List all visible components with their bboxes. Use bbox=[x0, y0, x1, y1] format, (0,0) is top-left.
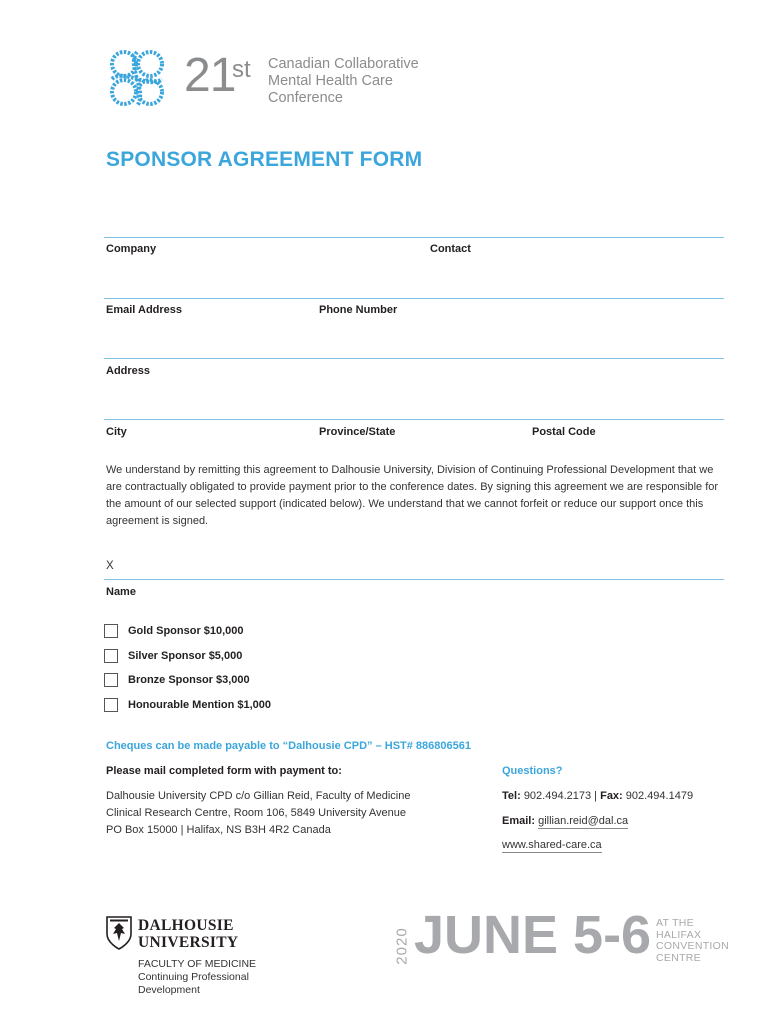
signature-line bbox=[104, 579, 724, 580]
website-line bbox=[502, 839, 602, 851]
postal-code-label: Postal Code bbox=[532, 426, 596, 438]
venue-line: HALIFAX bbox=[656, 928, 702, 941]
cheques-payable-note: Cheques can be made payable to “Dalhousie CPD” – HST# 886806561 bbox=[106, 740, 471, 752]
sponsor-option-label: Bronze Sponsor $3,000 bbox=[128, 674, 250, 686]
conference-dates: JUNE 5-6 bbox=[414, 905, 652, 965]
conference-name-line: Mental Health Care bbox=[268, 73, 393, 89]
faculty-line: Development bbox=[138, 984, 200, 996]
mail-heading: Please mail completed form with payment to: bbox=[106, 765, 342, 777]
form-title: SPONSOR AGREEMENT FORM bbox=[106, 148, 423, 171]
tel-number: 902.494.2173 bbox=[523, 790, 592, 802]
province-label: Province/State bbox=[319, 426, 396, 438]
website-link[interactable]: www.shared-care.ca bbox=[502, 839, 602, 851]
name-label: Name bbox=[106, 586, 136, 598]
silver-checkbox[interactable] bbox=[104, 649, 118, 663]
field-divider bbox=[104, 298, 724, 299]
address-label: Address bbox=[106, 365, 151, 377]
sponsor-option-bronze[interactable] bbox=[104, 673, 250, 687]
university-name-line: DALHOUSIE bbox=[138, 917, 234, 934]
email-line bbox=[502, 815, 628, 827]
signature-mark: X bbox=[106, 560, 114, 572]
agreement-text: We understand by remitting this agreement to Dalhousie University, Division of Continuing Professional Development that we are contractually obligated to provide payment prior to the conference dates. By signing this agreement we are responsible for the amount of our selected support (indicated below). We understand that we cannot forfeit or reduce our support once this agreement is signed. bbox=[106, 464, 719, 527]
conference-knot-logo bbox=[104, 46, 170, 112]
conference-name-line: Canadian Collaborative bbox=[268, 56, 419, 72]
bronze-checkbox[interactable] bbox=[104, 673, 118, 687]
conference-edition-suffix: st bbox=[232, 56, 251, 83]
phone-label: Phone Number bbox=[319, 304, 398, 316]
separator: | bbox=[594, 790, 598, 802]
conference-name-line: Conference bbox=[268, 90, 343, 106]
sponsor-option-silver[interactable] bbox=[104, 649, 242, 663]
venue bbox=[656, 918, 729, 964]
honourable-mention-checkbox[interactable] bbox=[104, 698, 118, 712]
field-divider bbox=[104, 358, 724, 359]
phone-fax-line bbox=[502, 790, 693, 802]
conference-year bbox=[394, 916, 410, 976]
dalhousie-wordmark bbox=[138, 917, 238, 951]
tel-label: Tel: bbox=[502, 790, 521, 802]
sponsor-option-gold[interactable] bbox=[104, 624, 244, 638]
company-label: Company bbox=[106, 243, 157, 255]
email-label-text: Email: bbox=[502, 815, 536, 827]
venue-line: CONVENTION bbox=[656, 940, 730, 952]
contact-label: Contact bbox=[430, 243, 471, 255]
dalhousie-shield-icon bbox=[106, 916, 132, 950]
field-divider bbox=[104, 237, 724, 238]
questions-heading: Questions? bbox=[502, 765, 563, 777]
conference-name bbox=[268, 56, 419, 107]
conference-edition-number: 21 bbox=[184, 49, 236, 102]
email-link[interactable]: gillian.reid@dal.ca bbox=[538, 815, 629, 827]
faculty-name bbox=[138, 958, 256, 997]
mailing-address bbox=[106, 788, 410, 839]
address-line: Clinical Research Centre, Room 106, 5849 University Avenue bbox=[106, 807, 407, 819]
fax-label: Fax: bbox=[600, 790, 623, 802]
faculty-line: Continuing Professional bbox=[138, 971, 249, 983]
year-text: 2020 bbox=[393, 927, 411, 965]
address-line: Dalhousie University CPD c/o Gillian Reid, Faculty of Medicine bbox=[106, 790, 411, 802]
fax-number: 902.494.1479 bbox=[625, 790, 694, 802]
sponsor-option-label: Silver Sponsor $5,000 bbox=[128, 650, 243, 662]
venue-line: CENTRE bbox=[656, 951, 701, 964]
venue-line: AT THE bbox=[656, 917, 694, 929]
sponsor-option-honourable-mention[interactable] bbox=[104, 698, 271, 712]
university-name-line: UNIVERSITY bbox=[138, 934, 239, 951]
faculty-line: FACULTY OF MEDICINE bbox=[138, 958, 257, 970]
field-divider bbox=[104, 419, 724, 420]
address-line: PO Box 15000 | Halifax, NS B3H 4R2 Canada bbox=[106, 824, 331, 836]
sponsor-option-label: Honourable Mention $1,000 bbox=[128, 699, 272, 711]
city-label: City bbox=[106, 426, 127, 438]
gold-checkbox[interactable] bbox=[104, 624, 118, 638]
email-label: Email Address bbox=[106, 304, 183, 316]
sponsor-option-label: Gold Sponsor $10,000 bbox=[128, 625, 244, 637]
